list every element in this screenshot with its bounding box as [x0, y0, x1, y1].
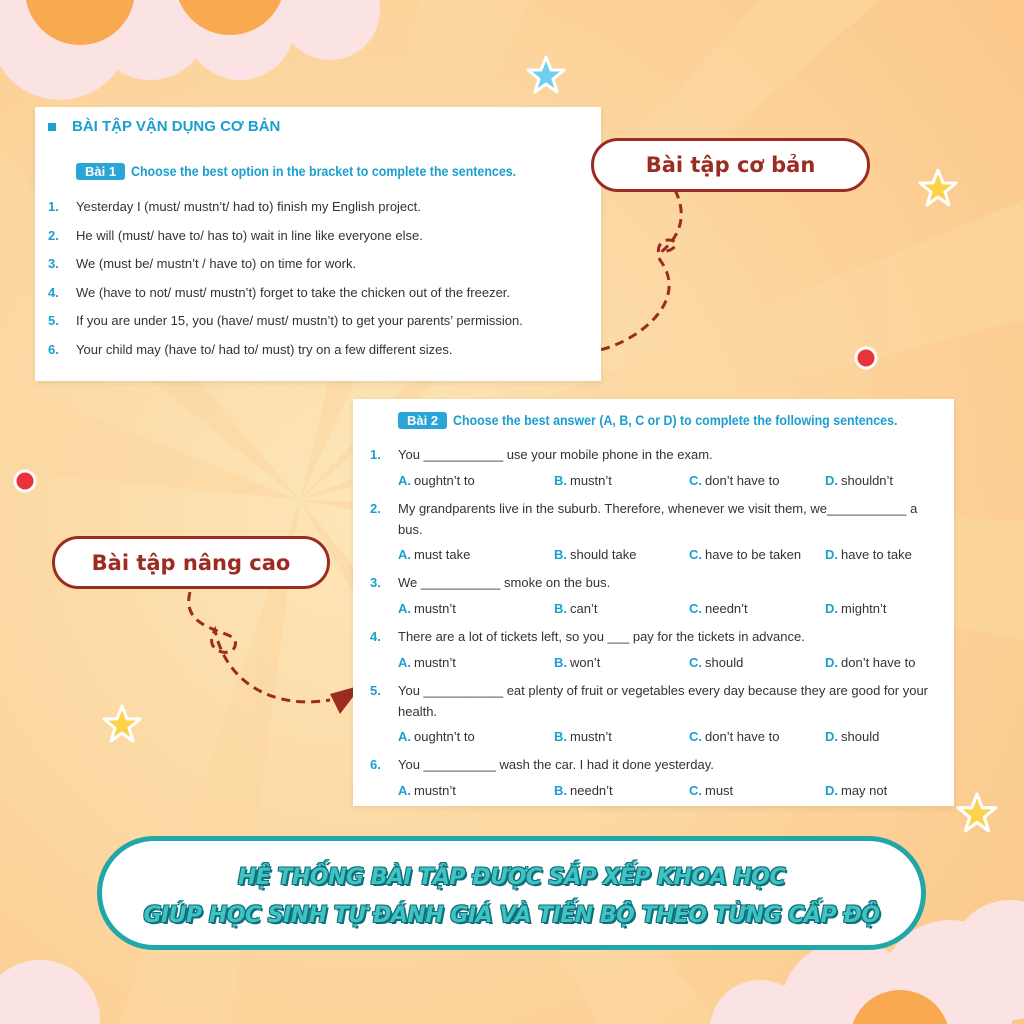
exercise-instruction: Choose the best option in the bracket to complete the sentences. [131, 164, 517, 179]
option-text: must take [414, 546, 471, 562]
option-text: should [841, 728, 880, 744]
option-letter: A. [398, 546, 411, 562]
exercise-sentence: If you are under 15, you (have/ must/ mustn’t) to get your parents’ permission. [76, 313, 523, 328]
option-letter: B. [554, 728, 567, 744]
question-text: You ___________ eat plenty of fruit or vegetables every day because they are good for your [398, 683, 928, 698]
exercise-sentence: We (must be/ mustn’t / have to) on time for work. [76, 256, 357, 271]
option-letter: B. [554, 546, 567, 562]
option-letter: B. [554, 782, 567, 798]
exercise-2-header [398, 412, 936, 429]
option-text: mustn’t [414, 600, 456, 616]
option-text: can’t [570, 600, 598, 616]
option-letter: A. [398, 654, 411, 670]
item-number: 4. [48, 284, 59, 300]
option-text: mustn’t [414, 654, 456, 670]
exercise-tag: Bài 1 [76, 163, 125, 180]
item-number: 4. [370, 629, 381, 644]
answer-option [825, 473, 893, 488]
item-number: 3. [48, 256, 59, 271]
item-number: 3. [370, 575, 381, 590]
option-letter: C. [689, 782, 702, 798]
star-icon [956, 792, 998, 834]
item-number: 2. [48, 227, 59, 243]
option-text: mustn’t [570, 728, 612, 744]
answer-option [554, 655, 600, 670]
item-number: 5. [48, 313, 59, 328]
banner-line-1: HỆ THỐNG BÀI TẬP ĐƯỢC SẮP XẾP KHOA HỌC [237, 865, 786, 890]
option-text: don’t have to [705, 472, 780, 488]
option-text: shouldn’t [841, 472, 894, 488]
question-text: We ___________ smoke on the bus. [398, 575, 611, 590]
answer-option [689, 601, 748, 616]
item-number: 6. [370, 757, 381, 772]
option-text: won’t [570, 654, 601, 670]
option-text: must [705, 782, 734, 798]
option-letter: D. [825, 472, 838, 488]
option-text: needn’t [570, 782, 613, 798]
option-letter: B. [554, 600, 567, 616]
option-text: oughtn’t to [414, 728, 475, 744]
option-text: have to take [841, 546, 912, 562]
answer-option [398, 729, 475, 744]
option-letter: D. [825, 728, 838, 744]
answer-option [398, 473, 475, 488]
question-text: You __________ wash the car. I had it done yesterday. [398, 757, 714, 772]
option-letter: C. [689, 654, 702, 670]
star-icon [526, 55, 566, 95]
option-letter: D. [825, 654, 838, 670]
option-letter: B. [554, 472, 567, 488]
item-number: 5. [370, 683, 381, 698]
exercise-1-header [76, 163, 550, 180]
exercise-sentence: We (have to not/ must/ mustn’t) forget to take the chicken out of the freezer. [76, 284, 511, 300]
question-text: There are a lot of tickets left, so you ___ pay for the tickets in advance. [398, 629, 805, 644]
answer-option [554, 729, 612, 744]
pill-basic-exercises: Bài tập cơ bản [591, 138, 870, 192]
answer-option [825, 547, 912, 562]
banner-line-2: GIÚP HỌC SINH TỰ ĐÁNH GIÁ VÀ TIẾN BỘ THEO TỪNG CẤP ĐỘ [143, 903, 880, 928]
exercise-card-basic [35, 107, 601, 381]
answer-option [398, 783, 456, 798]
item-number: 2. [370, 501, 381, 516]
question-text: You ___________ use your mobile phone in the exam. [398, 447, 713, 462]
option-letter: B. [554, 654, 567, 670]
answer-option [689, 655, 743, 670]
option-text: should take [570, 546, 637, 562]
option-letter: A. [398, 600, 411, 616]
exercise-sentence: Your child may (have to/ had to/ must) try on a few different sizes. [76, 341, 453, 357]
bottom-banner [97, 836, 926, 950]
question-text: My grandparents live in the suburb. Therefore, whenever we visit them, we___________ a [398, 501, 918, 516]
option-text: may not [841, 782, 888, 798]
option-letter: D. [825, 546, 838, 562]
answer-option [825, 655, 915, 670]
item-number: 1. [370, 447, 381, 462]
option-letter: C. [689, 600, 702, 616]
option-text: mustn’t [414, 782, 456, 798]
option-letter: D. [825, 600, 838, 616]
option-text: have to be taken [705, 546, 802, 562]
option-text: don’t have to [705, 728, 780, 744]
square-bullet-icon [48, 123, 56, 131]
option-text: don’t have to [841, 654, 916, 670]
star-icon [918, 168, 958, 208]
answer-option [825, 601, 887, 616]
option-letter: A. [398, 472, 411, 488]
option-letter: A. [398, 782, 411, 798]
exercise-tag: Bài 2 [398, 412, 447, 429]
option-text: needn’t [705, 600, 748, 616]
answer-option [554, 783, 613, 798]
answer-option [825, 783, 887, 798]
option-letter: C. [689, 546, 702, 562]
exercise-sentence: He will (must/ have to/ has to) wait in line like everyone else. [76, 227, 423, 243]
answer-option [689, 729, 779, 744]
star-icon [102, 704, 142, 744]
option-text: oughtn’t to [414, 472, 475, 488]
answer-option [398, 547, 470, 562]
answer-option [554, 473, 612, 488]
option-text: mustn’t [570, 472, 612, 488]
option-letter: C. [689, 728, 702, 744]
question-text-continued: health. [398, 703, 438, 719]
section-title: BÀI TẬP VẬN DỤNG CƠ BẢN [48, 118, 280, 135]
item-number: 1. [48, 199, 59, 214]
option-text: mightn’t [841, 600, 887, 616]
answer-option [554, 547, 637, 562]
answer-option [689, 547, 801, 562]
option-text: should [705, 654, 744, 670]
option-letter: D. [825, 782, 838, 798]
exercise-instruction: Choose the best answer (A, B, C or D) to complete the following sentences. [453, 413, 898, 428]
answer-option [689, 783, 733, 798]
pill-advanced-exercises: Bài tập nâng cao [52, 536, 330, 589]
option-letter: A. [398, 728, 411, 744]
question-text-continued: bus. [398, 521, 423, 537]
exercise-sentence: Yesterday I (must/ mustn’t/ had to) finish my English project. [76, 199, 421, 214]
answer-option [398, 655, 456, 670]
option-letter: C. [689, 472, 702, 488]
answer-option [689, 473, 779, 488]
answer-option [398, 601, 456, 616]
item-number: 6. [48, 341, 59, 357]
answer-option [554, 601, 597, 616]
answer-option [825, 729, 879, 744]
